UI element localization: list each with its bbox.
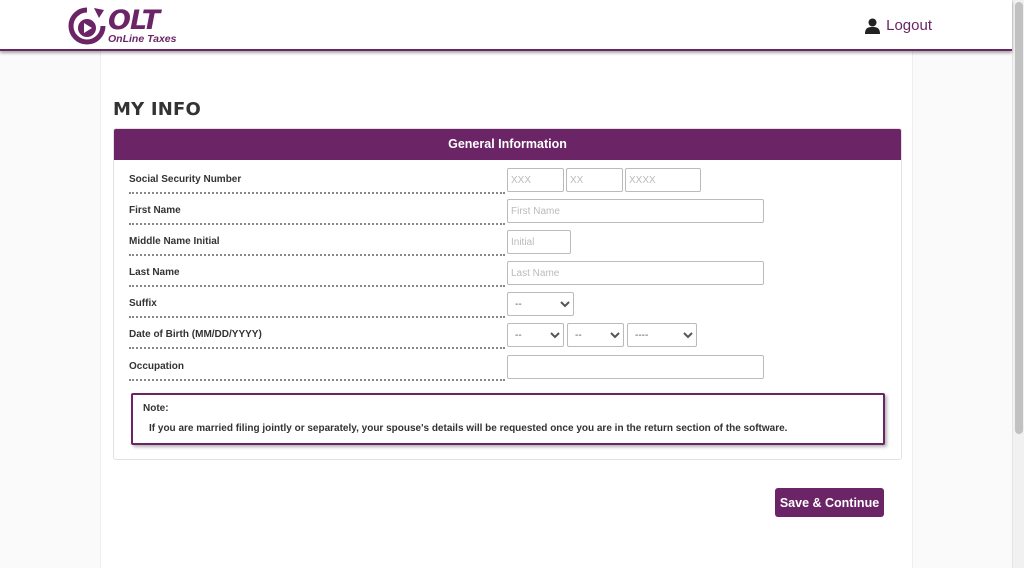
middle-initial-input[interactable] — [507, 230, 571, 254]
page-scrollbar[interactable] — [1012, 0, 1024, 568]
last-name-label: Last Name — [129, 267, 505, 287]
middle-initial-label: Middle Name Initial — [129, 236, 505, 256]
logo-text: OLT — [108, 5, 160, 36]
occupation-row — [129, 355, 889, 381]
ssn-part1-input[interactable] — [507, 168, 564, 192]
first-name-input[interactable] — [507, 199, 764, 223]
ssn-row — [129, 168, 889, 194]
panel-heading: General Information — [114, 129, 901, 160]
suffix-row — [129, 292, 889, 318]
spouse-note-box — [131, 393, 885, 445]
user-icon — [865, 18, 880, 34]
note-title: Note: — [143, 403, 169, 414]
save-continue-button[interactable]: Save & Continue — [775, 488, 884, 517]
logout-link[interactable] — [865, 17, 932, 34]
middle-initial-row — [129, 230, 889, 256]
occupation-label: Occupation — [129, 361, 505, 381]
logo-subtitle: OnLine Taxes — [108, 33, 177, 45]
logo-arrow-icon — [68, 6, 106, 46]
logout-label: Logout — [886, 17, 932, 34]
ssn-part3-input[interactable] — [625, 168, 701, 192]
last-name-input[interactable] — [507, 261, 764, 285]
ssn-label: Social Security Number — [129, 174, 505, 194]
top-header — [0, 0, 1012, 51]
occupation-input[interactable] — [507, 355, 764, 379]
general-information-panel — [113, 128, 902, 460]
note-text: If you are married filing jointly or separately, your spouse's details will be requested once you are in the return section of the software. — [149, 423, 788, 434]
dob-year-select[interactable] — [627, 323, 697, 347]
first-name-label: First Name — [129, 205, 505, 225]
main-content — [100, 51, 913, 568]
suffix-select[interactable] — [507, 292, 574, 316]
dob-month-select[interactable] — [507, 323, 564, 347]
ssn-part2-input[interactable] — [566, 168, 623, 192]
first-name-row — [129, 199, 889, 225]
dob-day-select[interactable] — [567, 323, 624, 347]
scrollbar-thumb[interactable] — [1015, 2, 1023, 434]
suffix-label: Suffix — [129, 298, 505, 318]
dob-label: Date of Birth (MM/DD/YYYY) — [129, 329, 505, 349]
page-title: MY INFO — [113, 99, 201, 120]
last-name-row — [129, 261, 889, 287]
dob-row — [129, 323, 889, 349]
olt-logo[interactable] — [68, 6, 188, 48]
